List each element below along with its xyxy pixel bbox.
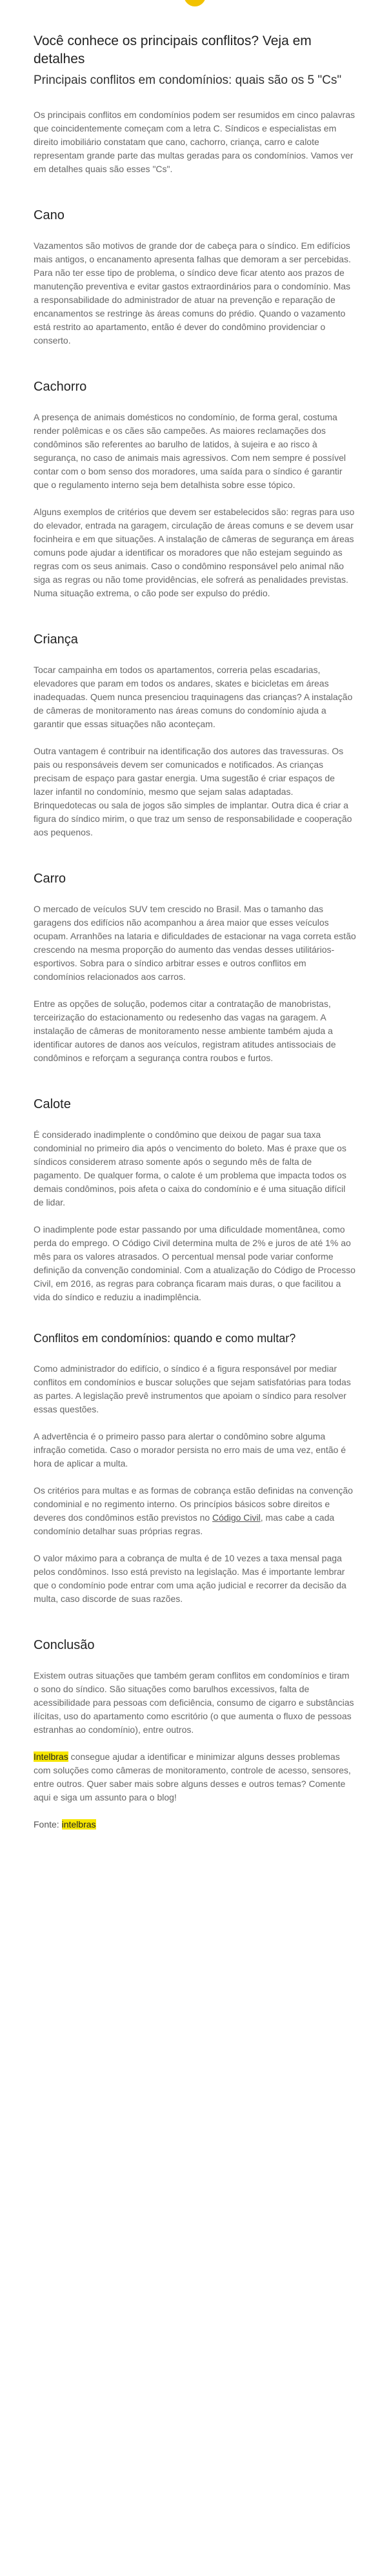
multa-paragraph-3-start: Os critérios para multas e as formas de cobrança estão definidas na convenção condominial e no regimento interno. Os princípios básicos sobre direitos e deveres dos condôminos estão previstos no	[34, 1485, 353, 1523]
section-multa	[34, 1330, 356, 1606]
crianca-paragraph-2: Outra vantagem é contribuir na identificação dos autores das travessuras. Os pais ou responsáveis devem ser comunicados e notificados. As crianças precisam de espaço para gastar energia. Uma sugestão é criar espaços de lazer infantil no condomínio, mesmo que sejam salas adaptadas. Brinquedotecas ou sala de jogos são simples de implantar. Outra dica é criar a figura do síndico mirim, o que traz um senso de responsabilidade e cooperação aos pequenos.	[34, 746, 352, 837]
cano-paragraph-1: Vazamentos são motivos de grande dor de cabeça para o síndico. Em edifícios mais antigos, o encanamento apresenta falhas que demoram a ser percebidas. Para não ter esse tipo de problema, o síndico deve ficar atento aos prazos de manutenção preventiva e evitar gastos extraordinários para o condomínio. Mas a responsabilidade do administrador de atuar na prevenção e reparação de encanamentos se restringe às áreas comuns do prédio. Quando o vazamento está restrito ao apartamento, então é dever do condômino providenciar o conserto.	[34, 240, 351, 346]
conclusao-paragraph-1: Existem outras situações que também geram conflitos em condomínios e tiram o sono do síndico. São situações como barulhos excessivos, falta de acessibilidade para pessoas com deficiência, consumo de cigarro e substâncias ilícitas, uso do apartamento como escritório (o que aumenta o fluxo de pessoas estranhas ao condomínio), entre outros.	[34, 1670, 354, 1735]
section-heading-carro: Carro	[34, 872, 66, 886]
section-cano	[34, 207, 356, 347]
source-link[interactable]: intelbras	[61, 1819, 96, 1830]
intro-section	[34, 108, 356, 176]
section-heading-multa: Conflitos em condomínios: quando e como multar?	[34, 1332, 296, 1345]
conclusao-paragraph-2	[34, 1750, 356, 1804]
multa-paragraph-1: Como administrador do edifício, o síndico é a figura responsável por mediar conflitos em condomínios e buscar soluções que sejam satisfatórias para todas as partes. A legislação prevê instrumentos que apoiam o síndico para resolver essas questões.	[34, 1363, 351, 1414]
article-subtitle: Principais conflitos em condomínios: quais são os 5 "Cs"	[34, 73, 342, 87]
section-cachorro	[34, 378, 356, 600]
source-line	[34, 1818, 356, 1831]
multa-paragraph-3-end: , mas cabe a cada condomínio detalhar suas próprias regras.	[34, 1512, 335, 1536]
section-crianca	[34, 631, 356, 839]
page-title: Você conhece os principais conflitos? Veja em detalhes	[34, 34, 312, 66]
section-heading-cano: Cano	[34, 208, 65, 222]
top-accent-shape	[184, 0, 206, 6]
section-carro	[34, 870, 356, 1065]
section-heading-crianca: Criança	[34, 632, 78, 647]
codigo-civil-link[interactable]: Código Civil	[212, 1512, 261, 1523]
cachorro-paragraph-2: Alguns exemplos de critérios que devem ser estabelecidos são: regras para uso do elevador, entrada na garagem, circulação de áreas comuns e se devem usar focinheira e em que situações. A instalação de câmeras de segurança em áreas comuns pode ajudar a identificar os moradores que não estejam seguindo as regras com os seus animais. Caso o condômino responsável pelo animal não siga as regras ou não tome providências, ele sofrerá as penalidades previstas. Numa situação extrema, o cão pode ser expulso do prédio.	[34, 507, 355, 598]
calote-paragraph-1: É considerado inadimplente o condômino que deixou de pagar sua taxa condominial no primeiro dia após o vencimento do boleto. Mas é praxe que os síndicos considerem atraso somente após o segundo mês de falta de pagamento. De qualquer forma, o calote é um problema que impacta todos os demais condôminos, pois afeta o caixa do condomínio e é uma situação difícil de lidar.	[34, 1129, 346, 1207]
cachorro-paragraph-1: A presença de animais domésticos no condomínio, de forma geral, costuma render polêmicas e os cães são campeões. As maiores reclamações dos condôminos são referentes ao barulho de latidos, à sujeira e ao risco à segurança, no caso de animais mais agressivos. Com nem sempre é possível contar com o bom senso dos moradores, uma saída para o síndico é garantir que o regulamento interno seja bem detalhista sobre esse tópico.	[34, 412, 346, 490]
article	[34, 32, 356, 1862]
intelbras-highlight: Intelbras	[34, 1751, 68, 1762]
section-conclusao	[34, 1637, 356, 1831]
carro-paragraph-2: Entre as opções de solução, podemos citar a contratação de manobristas, terceirização do estacionamento ou redesenho das vagas na garagem. A instalação de câmeras de monitoramento nesse ambiente também ajuda a identificar autores de danos aos veículos, registram atitudes antissociais de condôminos e reforçam a segurança contra roubos e furtos.	[34, 999, 336, 1063]
conclusao-paragraph-2-rest: consegue ajudar a identificar e minimizar alguns desses problemas com soluções como câmeras de monitoramento, controle de acesso, sensores, entre outros. Quer saber mais sobre alguns desses e outros temas? Comente aqui e siga um assunto para o blog!	[34, 1751, 351, 1802]
intro-paragraph: Os principais conflitos em condomínios podem ser resumidos em cinco palavras que coincidentemente começam com a letra C. Síndicos e especialistas em direito imobiliário constatam que cano, cachorro, criança, carro e calote representam grande parte das multas geradas para os condomínios. Vamos ver em detalhes quais são esses "Cs".	[34, 110, 355, 174]
multa-paragraph-3	[34, 1484, 356, 1538]
multa-paragraph-4: O valor máximo para a cobrança de multa é de 10 vezes a taxa mensal paga pelos condôminos. Isso está previsto na legislação. Mas é importante lembrar que o condomínio pode entrar com uma ação judicial e recorrer da decisão da multa, caso discorde de suas razões.	[34, 1553, 346, 1604]
source-label: Fonte:	[34, 1819, 62, 1830]
section-heading-cachorro: Cachorro	[34, 380, 87, 394]
section-heading-conclusao: Conclusão	[34, 1638, 95, 1652]
carro-paragraph-1: O mercado de veículos SUV tem crescido no Brasil. Mas o tamanho das garagens dos edifícios não acompanhou a área maior que esses veículos ocupam. Arranhões na lataria e dificuldades de estacionar na vaga correta estão crescendo na mesma proporção do aumento das vendas desses utilitários-esportivos. Sobra para o síndico arbitrar esses e outros conflitos em condomínios relacionados aos carros.	[34, 904, 356, 982]
multa-paragraph-2: A advertência é o primeiro passo para alertar o condômino sobre alguma infração cometida. Caso o morador persista no erro mais de uma vez, então é hora de aplicar a multa.	[34, 1431, 346, 1469]
section-heading-calote: Calote	[34, 1097, 71, 1111]
crianca-paragraph-1: Tocar campainha em todos os apartamentos, correria pelas escadarias, elevadores que param em todos os andares, skates e bicicletas em áreas inadequadas. Quem nunca presenciou traquinagens das crianças? A instalação de câmeras de monitoramento nas áreas comuns do condomínio ajuda a garantir que essas situações não aconteçam.	[34, 665, 353, 729]
section-calote	[34, 1096, 356, 1304]
calote-paragraph-2: O inadimplente pode estar passando por uma dificuldade momentânea, como perda do emprego. O Código Civil determina multa de 2% e juros de até 1% ao mês para os valores atrasados. O percentual mensal pode variar conforme definição da convenção condominial. Com a atualização do Código de Processo Civil, em 2016, as regras para cobrança ficaram mais duras, o que facilitou a vida do síndico e reduziu a inadimplência.	[34, 1224, 356, 1302]
